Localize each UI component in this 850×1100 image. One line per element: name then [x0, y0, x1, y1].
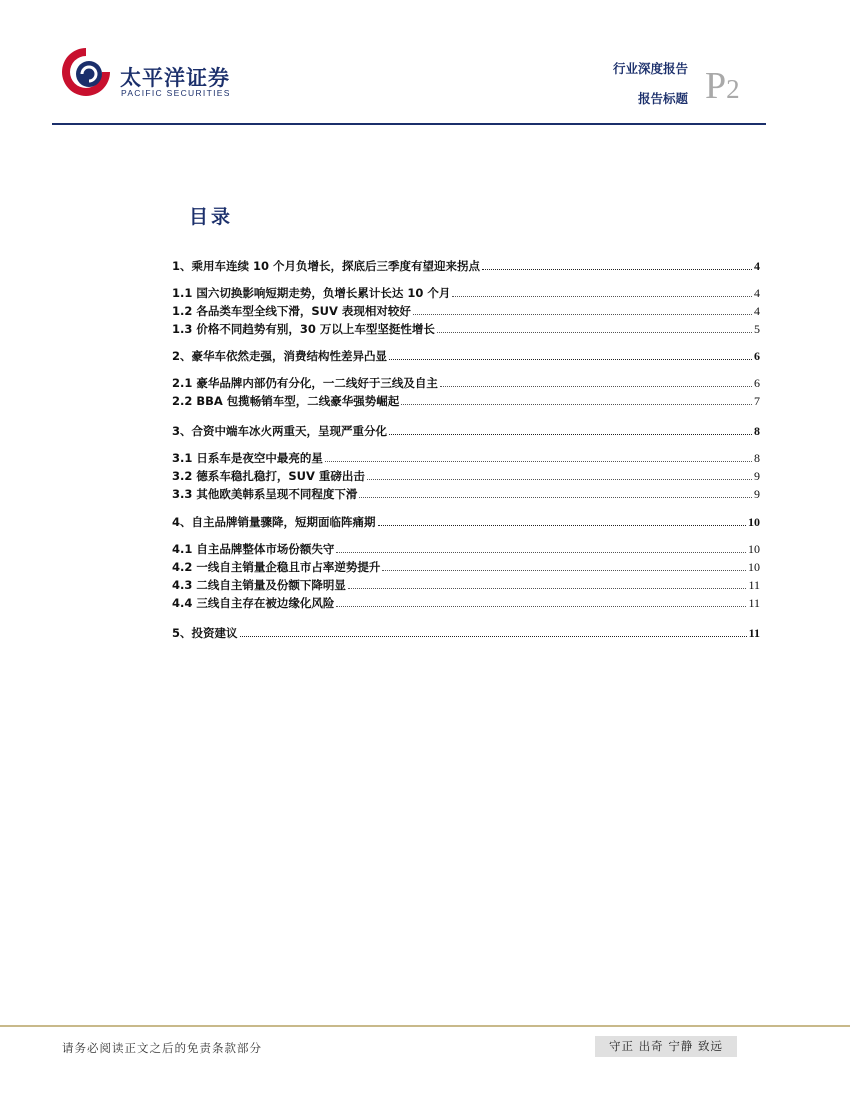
toc-entry[interactable]	[172, 321, 760, 339]
page-prefix: P	[705, 65, 727, 107]
toc-entry[interactable]	[172, 258, 760, 276]
toc-dot-leader	[382, 569, 746, 571]
toc-dot-leader	[367, 478, 752, 480]
toc-entry-page: 4	[754, 304, 760, 318]
footer-divider	[0, 1025, 850, 1027]
toc-entry-text: 1、乘用车连续 10 个月负增长，探底后三季度有望迎来拐点	[172, 259, 481, 273]
toc-dot-leader	[389, 358, 752, 360]
toc-entry-page: 8	[754, 451, 760, 465]
toc-entry-page: 10	[748, 542, 760, 556]
toc-entry[interactable]	[172, 375, 760, 393]
toc-entry-text: 3、合资中端车冰火两重天，呈现严重分化	[172, 424, 387, 438]
toc-dot-leader	[240, 635, 747, 637]
toc-entry-page: 4	[754, 259, 760, 273]
toc-entry-text: 2、豪华车依然走强，消费结构性差异凸显	[172, 349, 387, 363]
toc-entry-page: 10	[748, 515, 760, 529]
toc-entry[interactable]	[172, 559, 760, 577]
toc-dot-leader	[440, 385, 752, 387]
toc-dot-leader	[336, 551, 746, 553]
toc-entry[interactable]	[172, 468, 760, 486]
toc-dot-leader	[359, 496, 752, 498]
toc-entry[interactable]	[172, 393, 760, 411]
toc-entry-text: 4.2 一线自主销量企稳且市占率逆势提升	[172, 560, 381, 574]
toc-dot-leader	[401, 403, 752, 405]
report-title: 报告标题	[637, 91, 688, 106]
toc-entry-page: 4	[754, 286, 760, 300]
toc-entry[interactable]	[172, 285, 760, 303]
toc-dot-leader	[437, 331, 752, 333]
toc-entry-text: 1.3 价格不同趋势有别，30 万以上车型坚挺性增长	[172, 322, 435, 336]
toc-entry-text: 3.1 日系车是夜空中最亮的星	[172, 451, 323, 465]
toc-dot-leader	[389, 433, 752, 435]
pacific-securities-logo-icon	[58, 44, 114, 100]
footer-disclaimer: 请务必阅读正文之后的免责条款部分	[62, 1041, 262, 1055]
toc-entry[interactable]	[172, 514, 760, 532]
page-number	[705, 64, 740, 108]
toc-entry[interactable]	[172, 625, 760, 643]
toc-entry[interactable]	[172, 541, 760, 559]
toc-entry-page: 11	[748, 578, 760, 592]
toc-entry[interactable]	[172, 595, 760, 613]
report-type: 行业深度报告	[612, 61, 688, 76]
toc-dot-leader	[452, 295, 752, 297]
toc-entry-text: 1.2 各品类车型全线下滑，SUV 表现相对较好	[172, 304, 411, 318]
toc-entry-text: 2.2 BBA 包揽畅销车型，二线豪华强势崛起	[172, 394, 400, 408]
toc-entry-page: 6	[754, 376, 760, 390]
toc-entry-page: 6	[754, 349, 760, 363]
toc-entry[interactable]	[172, 423, 760, 441]
toc-entry-page: 10	[748, 560, 760, 574]
toc-title: 目录	[189, 206, 234, 228]
toc-entry-text: 1.1 国六切换影响短期走势，负增长累计长达 10 个月	[172, 286, 451, 300]
toc-entry-text: 4.1 自主品牌整体市场份额失守	[172, 542, 335, 556]
toc-dot-leader	[378, 524, 747, 526]
toc-entry-page: 8	[754, 424, 760, 438]
toc-entry-page: 9	[754, 487, 760, 501]
toc-entry-text: 5、投资建议	[172, 626, 238, 640]
footer-motto: 守正 出奇 宁静 致远	[595, 1036, 737, 1057]
header-divider	[52, 123, 766, 125]
toc-entry-page: 11	[748, 626, 760, 640]
toc-entry[interactable]	[172, 577, 760, 595]
toc-entry-page: 11	[748, 596, 760, 610]
toc-entry[interactable]	[172, 450, 760, 468]
page-number-value: 2	[726, 74, 740, 104]
toc-dot-leader	[482, 268, 752, 270]
page-header	[0, 0, 850, 130]
toc-entry-text: 4.4 三线自主存在被边缘化风险	[172, 596, 335, 610]
toc-entry-page: 9	[754, 469, 760, 483]
toc-entry-page: 7	[754, 394, 760, 408]
toc-entry-text: 3.2 德系车稳扎稳打，SUV 重磅出击	[172, 469, 365, 483]
toc-dot-leader	[325, 460, 752, 462]
toc-entry-text: 4.3 二线自主销量及份额下降明显	[172, 578, 346, 592]
logo-chinese-name: 太平洋证券	[120, 66, 230, 90]
toc-dot-leader	[348, 587, 747, 589]
toc-entry-text: 3.3 其他欧美韩系呈现不同程度下滑	[172, 487, 358, 501]
toc-entry[interactable]	[172, 303, 760, 321]
logo-english-name: PACIFIC SECURITIES	[121, 88, 231, 98]
toc-entry[interactable]	[172, 486, 760, 504]
toc-entry-text: 4、自主品牌销量骤降，短期面临阵痛期	[172, 515, 376, 529]
toc-entry-page: 5	[754, 322, 760, 336]
toc-dot-leader	[336, 605, 746, 607]
toc-dot-leader	[413, 313, 752, 315]
toc-entry[interactable]	[172, 348, 760, 366]
toc-entry-text: 2.1 豪华品牌内部仍有分化，一二线好于三线及自主	[172, 376, 438, 390]
